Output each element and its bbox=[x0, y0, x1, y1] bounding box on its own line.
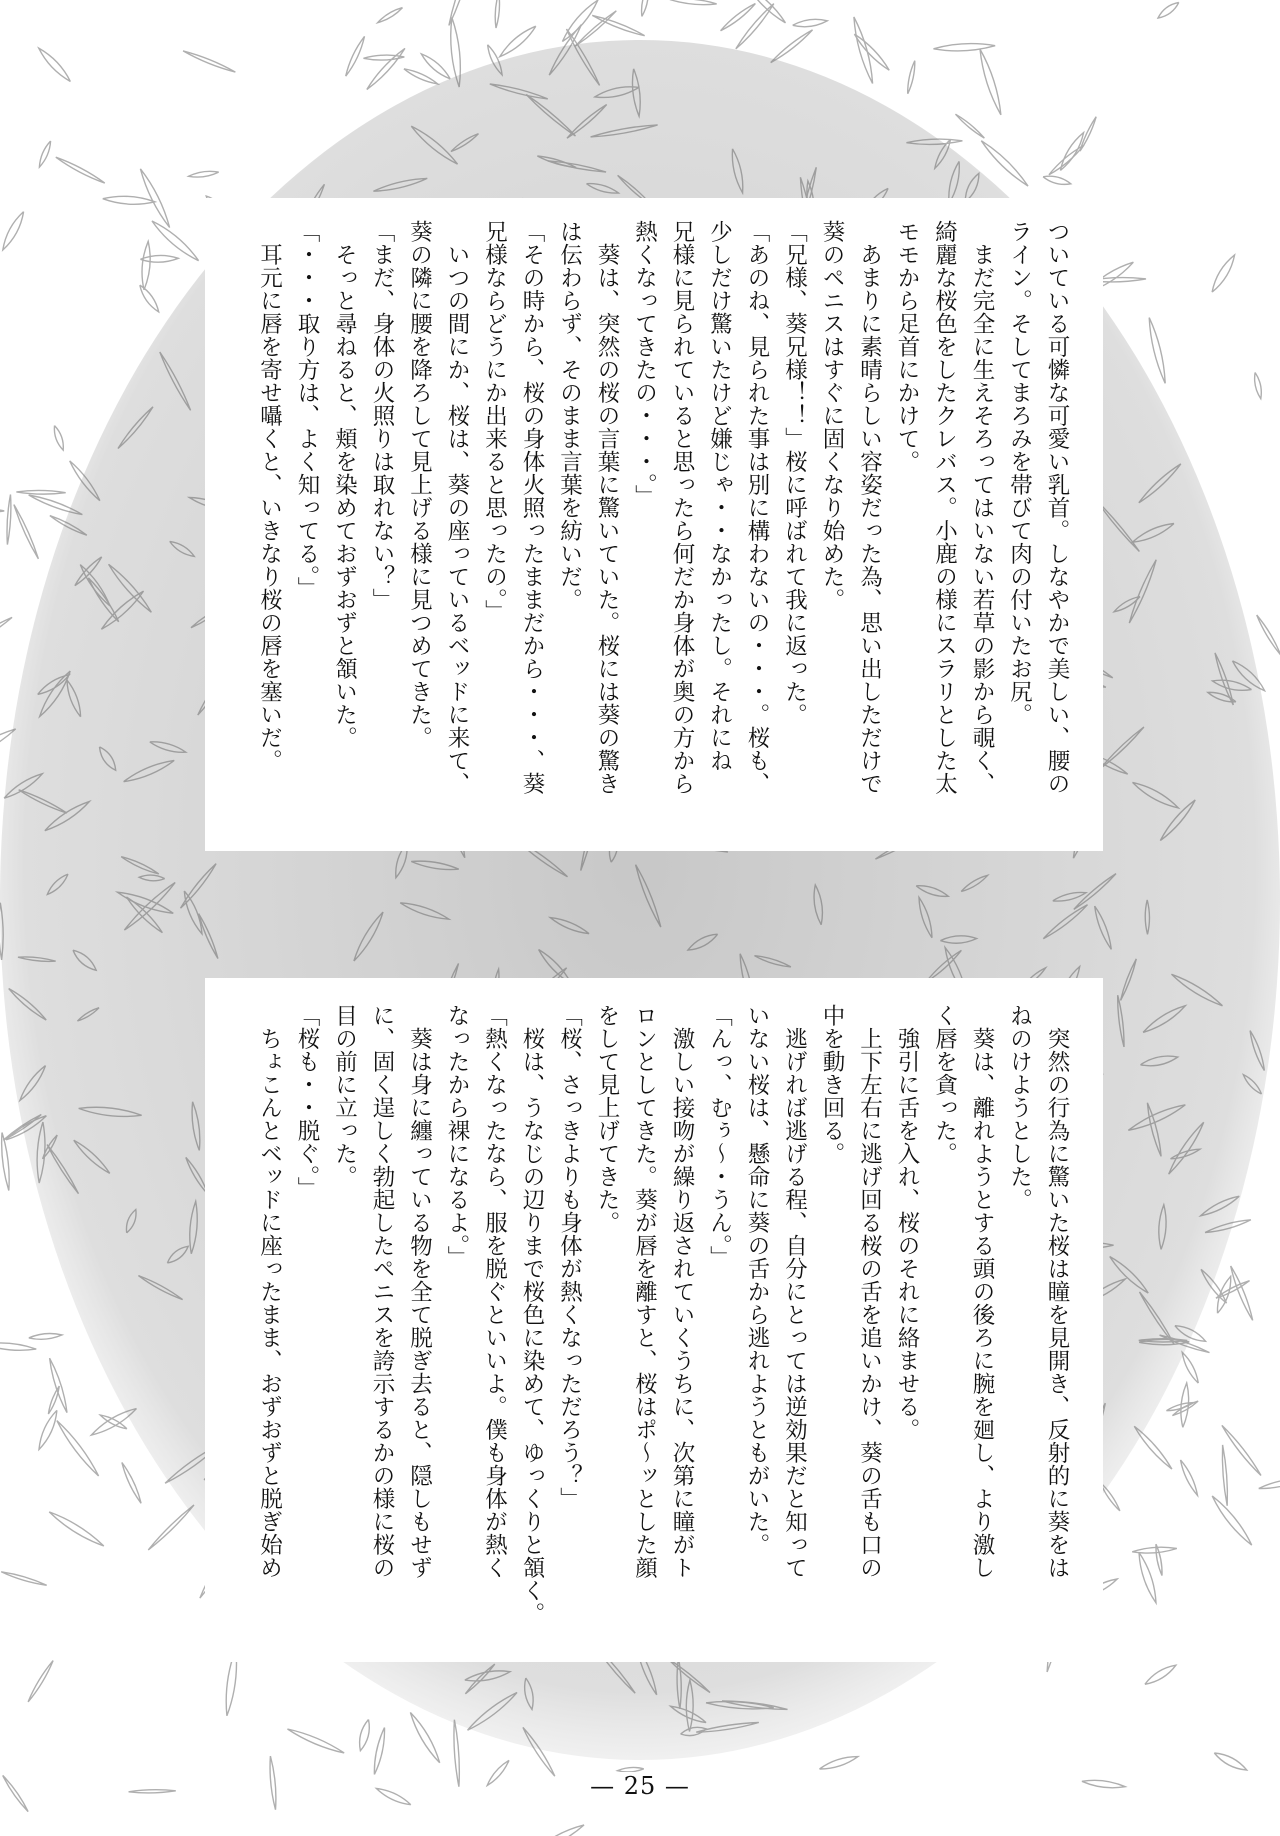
text-line: 中を動き回る。 bbox=[819, 1004, 845, 1165]
text-panel-bottom bbox=[205, 978, 1103, 1662]
text-line: ライン。そしてまろみを帯びて肉の付いたお尻。 bbox=[1006, 220, 1033, 726]
text-line: 葵は、離れようとする頭の後ろに腕を廻し、より激し bbox=[969, 1004, 995, 1579]
text-line: く唇を貪った。 bbox=[931, 1004, 958, 1165]
text-line: なったから裸になるよ。」 bbox=[444, 1004, 470, 1269]
text-line: 「あのね、見られた事は別に構わないの・・・。桜も、 bbox=[744, 220, 770, 795]
text-line: いない桜は、懸命に葵の舌から逃れようともがいた。 bbox=[744, 1004, 770, 1556]
text-line: 綺麗な桜色をしたクレバス。小鹿の様にスラリとした太 bbox=[931, 220, 958, 795]
text-line: 「熱くなったなら、服を脱ぐといいよ。僕も身体が熱く bbox=[481, 1004, 508, 1579]
text-line: 「兄様、葵兄様！！」桜に呼ばれて我に返った。 bbox=[781, 220, 808, 726]
text-line: 兄様に見られていると思ったら何だか身体が奥の方から bbox=[669, 220, 695, 795]
page-number bbox=[0, 1772, 1280, 1800]
text-line: 「桜、さっきよりも身体が熱くなっただろう？」 bbox=[556, 1004, 583, 1510]
text-line: 兄様ならどうにか出来ると思ったの。」 bbox=[481, 220, 508, 623]
text-line: 葵は身に纏っている物を全て脱ぎ去ると、隠しもせず bbox=[406, 1004, 433, 1579]
text-line: 「・・・取り方は、よく知ってる。」 bbox=[294, 220, 320, 600]
vertical-text-block-bottom bbox=[250, 1004, 1075, 1642]
text-line: 葵のペニスはすぐに固くなり始めた。 bbox=[819, 220, 845, 611]
text-line: 「桜も・・脱ぐ。」 bbox=[294, 1004, 320, 1200]
vertical-text-block-top bbox=[250, 220, 1075, 831]
text-line: 桜は、うなじの辺りまで桜色に染めて、ゆっくりと頷く。 bbox=[519, 1004, 545, 1625]
text-line: まだ完全に生えそろってはいない若草の影から覗く、 bbox=[969, 220, 995, 795]
text-line: 逃げれば逃げる程、自分にとっては逆効果だと知って bbox=[781, 1004, 808, 1579]
text-line: に、固く逞しく勃起したペニスを誇示するかの様に桜の bbox=[369, 1004, 395, 1579]
text-line: 熱くなってきたの・・・。」 bbox=[631, 220, 658, 508]
text-line: モモから足首にかけて。 bbox=[894, 220, 920, 473]
text-line: 少しだけ驚いたけど嫌じゃ・・なかったし。それにね bbox=[706, 220, 733, 772]
text-line: 「んっ、むぅ〜・うん。」 bbox=[706, 1004, 733, 1269]
text-line: ついている可憐な可愛い乳首。しなやかで美しい、腰の bbox=[1044, 220, 1070, 795]
text-line: 激しい接吻が繰り返されていくうちに、次第に瞳がト bbox=[669, 1004, 695, 1579]
text-line: 「まだ、身体の火照りは取れない？」 bbox=[369, 220, 395, 611]
text-line: をして見上げてきた。 bbox=[594, 1004, 620, 1234]
page-number-text: — 25 — bbox=[576, 1772, 704, 1800]
text-panel-top bbox=[205, 198, 1103, 851]
text-line: 目の前に立った。 bbox=[331, 1004, 358, 1188]
text-line: 突然の行為に驚いた桜は瞳を見開き、反射的に葵をは bbox=[1044, 1004, 1070, 1579]
text-line: ちょこんとベッドに座ったまま、おずおずと脱ぎ始め bbox=[256, 1004, 283, 1579]
text-line: ねのけようとした。 bbox=[1006, 1004, 1033, 1211]
text-line: 上下左右に逃げ回る桜の舌を追いかけ、葵の舌も口の bbox=[856, 1004, 883, 1579]
text-line: 「その時から、桜の身体火照ったままだから・・・、葵 bbox=[519, 220, 545, 795]
text-line: 耳元に唇を寄せ囁くと、いきなり桜の唇を塞いだ。 bbox=[256, 220, 283, 772]
text-line: あまりに素晴らしい容姿だった為、思い出しただけで bbox=[856, 220, 883, 795]
text-line: ロンとしてきた。葵が唇を離すと、桜はポ〜ッとした顔 bbox=[631, 1004, 658, 1579]
text-line: は伝わらず、そのまま言葉を紡いだ。 bbox=[556, 220, 583, 611]
text-line: そっと尋ねると、頬を染めておずおずと頷いた。 bbox=[331, 220, 358, 749]
text-line: 強引に舌を入れ、桜のそれに絡ませる。 bbox=[894, 1004, 920, 1441]
text-line: 葵の隣に腰を降ろして見上げる様に見つめてきた。 bbox=[406, 220, 433, 749]
text-line: 葵は、突然の桜の言葉に驚いていた。桜には葵の驚き bbox=[594, 220, 620, 795]
text-line: いつの間にか、桜は、葵の座っているベッドに来て、 bbox=[444, 220, 470, 795]
